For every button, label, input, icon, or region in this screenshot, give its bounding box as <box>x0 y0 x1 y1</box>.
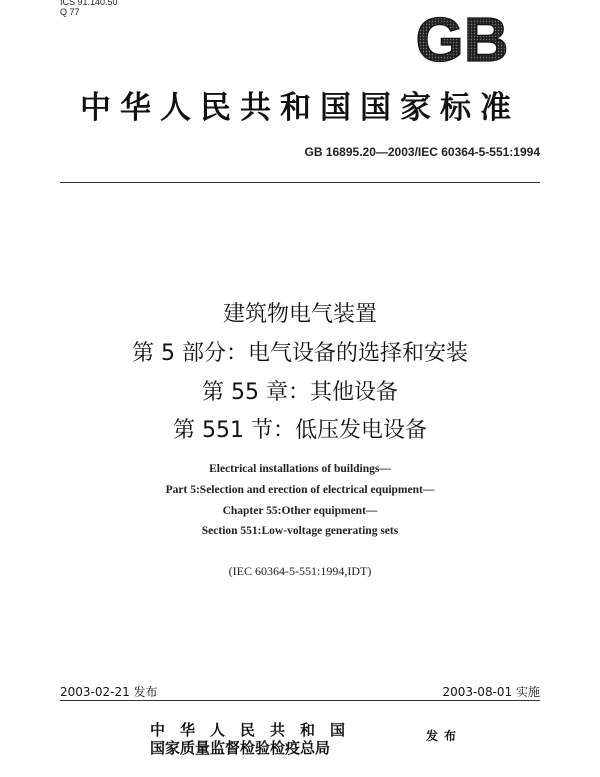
publisher-line-1: 中华人民共和国 <box>150 721 361 739</box>
chinese-title-line-4: 第 551 节：低压发电设备 <box>173 418 427 443</box>
english-title-line-4: Section 551:Low-voltage generating sets <box>201 525 399 537</box>
issue-date: 2003-02-21 发布 <box>60 685 158 699</box>
gb-logo-letters: GB <box>415 8 509 66</box>
publisher-release-label: 发布 <box>426 729 463 743</box>
standard-number: GB 16895.20—2003/IEC 60364-5-551:1994 <box>304 145 540 159</box>
top-divider <box>60 182 540 183</box>
english-title-line-1: Electrical installations of buildings— <box>209 463 391 475</box>
implementation-date: 2003-08-01 实施 <box>442 685 540 699</box>
standard-number-row <box>0 145 590 159</box>
english-title-line-3: Chapter 55:Other equipment— <box>222 505 378 517</box>
bottom-divider <box>60 700 540 701</box>
english-title-line-2: Part 5:Selection and erection of electrical equipment— <box>165 484 435 496</box>
chinese-title-line-3: 第 55 章：其他设备 <box>202 380 398 405</box>
classification-codes <box>60 0 118 17</box>
chinese-title-line-1: 建筑物电气装置 <box>222 302 377 327</box>
equivalence-statement: (IEC 60364-5-551:1994,IDT) <box>228 564 372 578</box>
national-standard-title: 中华人民共和国国家标准 <box>80 90 520 126</box>
gb-logo <box>404 8 520 66</box>
ics-code: ICS 91.140.50 <box>60 0 118 7</box>
publisher-line-2: 国家质量监督检验检疫总局 <box>150 739 331 757</box>
chinese-title-line-2: 第 5 部分：电气设备的选择和安装 <box>132 341 468 366</box>
ccs-code: Q 77 <box>60 7 80 17</box>
